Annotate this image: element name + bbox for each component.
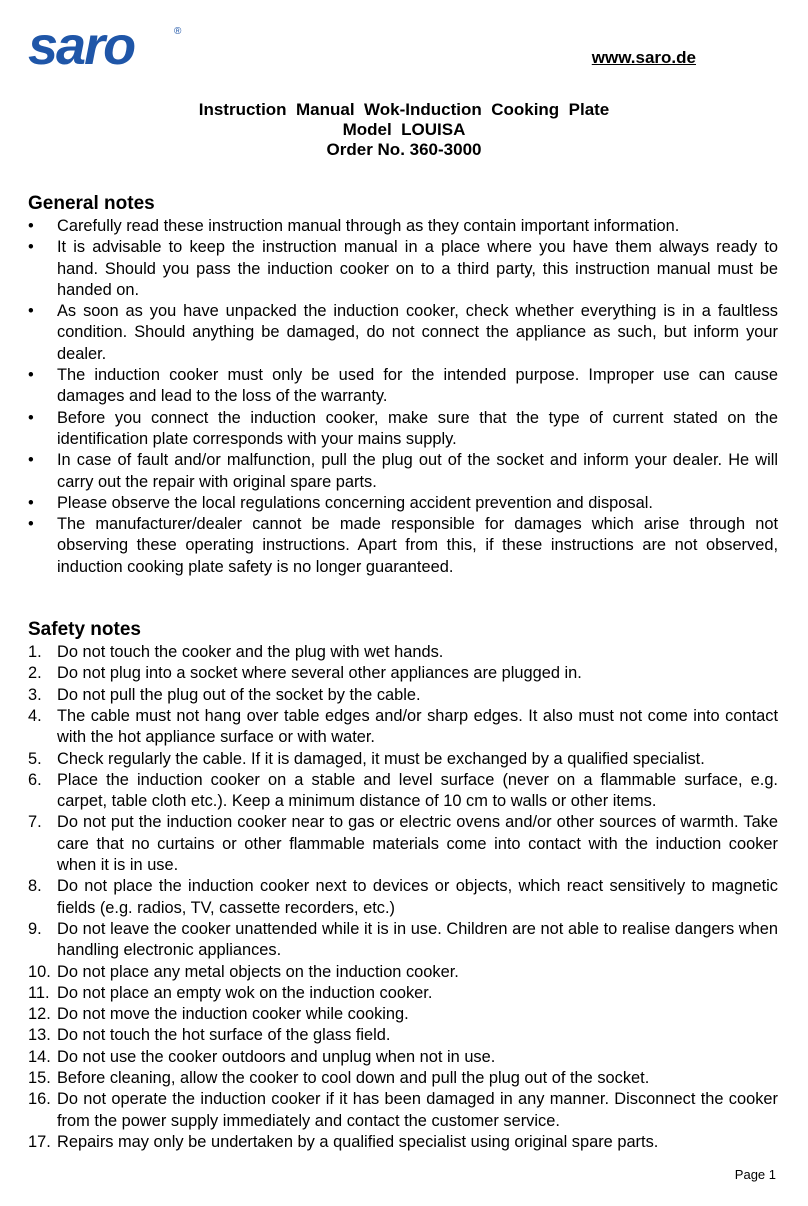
safety-note-item	[28, 1025, 778, 1046]
safety-note-number: 15.	[28, 1068, 51, 1087]
bullet-icon: •	[28, 238, 34, 257]
safety-note-item	[28, 663, 778, 684]
saro-logo-graphic	[26, 20, 186, 72]
safety-note-item	[28, 770, 778, 813]
general-note-text: The manufacturer/dealer cannot be made responsible for damages which arise through not observing these operating instructions. Apart from this, if these instructions are not observed, induction cooking plate safety is no longer guaranteed.	[57, 515, 778, 576]
registered-icon: ®	[174, 26, 182, 37]
safety-note-text: Do not place the induction cooker next to devices or objects, which react sensitively to magnetic fields (e.g. radios, TV, cassette recorders, etc.)	[57, 877, 778, 917]
safety-note-number: 14.	[28, 1047, 51, 1066]
safety-note-text: Do not put the induction cooker near to gas or electric ovens and/or other sources of warmth. Take care that no curtains or other flammable materials come into contact with the induction cooker when it is in use.	[57, 813, 778, 875]
general-note-item	[28, 493, 778, 514]
safety-note-number: 5.	[28, 749, 42, 768]
bullet-icon: •	[28, 217, 34, 235]
general-note-item	[28, 514, 778, 578]
safety-note-text: Do not touch the hot surface of the glass field.	[57, 1026, 391, 1045]
safety-note-item	[28, 1132, 778, 1153]
general-note-text: In case of fault and/or malfunction, pull the plug out of the socket and inform your dealer. He will carry out the repair with original spare parts.	[57, 451, 778, 491]
safety-note-text: Do not place any metal objects on the induction cooker.	[57, 962, 459, 981]
safety-note-text: Check regularly the cable. If it is damaged, it must be exchanged by a qualified specialist.	[57, 749, 705, 768]
safety-note-number: 10.	[28, 962, 51, 981]
general-note-item	[28, 450, 778, 493]
general-note-text: As soon as you have unpacked the induction cooker, check whether everything is in a faultless condition. Should anything be damaged, do not connect the appliance as such, but inform your dealer.	[57, 302, 778, 363]
safety-note-text: Do not place an empty wok on the induction cooker.	[57, 983, 433, 1002]
safety-note-item	[28, 1089, 778, 1132]
safety-note-item	[28, 642, 778, 663]
safety-note-number: 3.	[28, 685, 42, 704]
safety-note-item	[28, 812, 778, 876]
safety-note-text: Do not move the induction cooker while cooking.	[57, 1005, 409, 1024]
safety-note-number: 2.	[28, 664, 42, 683]
document-title	[0, 100, 808, 160]
safety-note-number: 17.	[28, 1132, 51, 1151]
safety-note-number: 1.	[28, 643, 42, 662]
safety-note-item	[28, 706, 778, 749]
safety-note-text: Do not operate the induction cooker if it has been damaged in any manner. Disconnect the cooker from the power supply immediately and contact the customer service.	[57, 1090, 778, 1130]
bullet-icon: •	[28, 515, 34, 534]
safety-note-item	[28, 685, 778, 706]
general-note-item	[28, 216, 778, 237]
general-note-text: Carefully read these instruction manual through as they contain important information.	[57, 217, 680, 235]
safety-note-number: 9.	[28, 919, 42, 938]
safety-note-text: Do not plug into a socket where several other appliances are plugged in.	[57, 664, 582, 683]
safety-note-number: 16.	[28, 1090, 51, 1109]
safety-note-number: 8.	[28, 877, 42, 896]
safety-notes-heading: Safety notes	[28, 619, 141, 641]
safety-note-text: Do not touch the cooker and the plug with wet hands.	[57, 643, 444, 662]
safety-note-text: The cable must not hang over table edges and/or sharp edges. It also must not come into contact with the hot appliance surface or with water.	[57, 706, 778, 747]
general-notes-list	[28, 216, 778, 578]
bullet-icon: •	[28, 493, 34, 512]
general-note-item	[28, 408, 778, 451]
safety-note-item	[28, 1068, 778, 1089]
safety-note-item	[28, 919, 778, 962]
general-note-item	[28, 237, 778, 301]
general-note-text: It is advisable to keep the instruction manual in a place where you have them always ready to hand. Should you pass the induction cooker on to a third party, this instruction manual must be handed on.	[57, 238, 778, 299]
logo-wordmark: saro	[28, 20, 135, 72]
document-body	[28, 192, 778, 1153]
website-link[interactable]: www.saro.de	[591, 48, 696, 67]
page-number: Page 1	[734, 1167, 776, 1182]
safety-note-number: 13.	[28, 1026, 51, 1045]
bullet-icon: •	[28, 366, 34, 385]
title-line-1: Instruction Manual Wok-Induction Cooking Plate	[198, 100, 610, 119]
safety-note-number: 6.	[28, 770, 42, 789]
safety-note-text: Do not pull the plug out of the socket by the cable.	[57, 685, 421, 704]
saro-logo	[26, 20, 186, 72]
general-notes-heading: General notes	[28, 193, 155, 214]
safety-note-text: Before cleaning, allow the cooker to cool down and pull the plug out of the socket.	[57, 1068, 650, 1087]
safety-note-text: Place the induction cooker on a stable and level surface (never on a flammable surface, e.g. carpet, table cloth etc.). Keep a minimum distance of 10 cm to walls or other items.	[57, 770, 778, 811]
safety-note-number: 11.	[28, 983, 50, 1002]
title-line-3: Order No. 360-3000	[326, 140, 482, 159]
general-note-item	[28, 301, 778, 365]
safety-note-item	[28, 962, 778, 983]
safety-notes-list	[28, 642, 778, 1153]
safety-note-item	[28, 749, 778, 770]
safety-note-number: 12.	[28, 1005, 51, 1024]
safety-note-number: 7.	[28, 813, 42, 832]
safety-note-item	[28, 876, 778, 919]
general-note-text: The induction cooker must only be used for the intended purpose. Improper use can cause damages and lead to the loss of the warranty.	[57, 366, 778, 406]
bullet-icon: •	[28, 302, 34, 321]
general-note-text: Please observe the local regulations concerning accident prevention and disposal.	[57, 493, 653, 512]
safety-note-item	[28, 1047, 778, 1068]
safety-note-text: Do not leave the cooker unattended while it is in use. Children are not able to realise dangers when handling electronic appliances.	[57, 919, 778, 960]
general-note-item	[28, 365, 778, 408]
bullet-icon: •	[28, 451, 34, 470]
general-note-text: Before you connect the induction cooker, make sure that the type of current stated on the identification plate corresponds with your mains supply.	[57, 408, 778, 448]
safety-note-item	[28, 983, 778, 1004]
safety-note-text: Repairs may only be undertaken by a qualified specialist using original spare parts.	[57, 1132, 659, 1151]
safety-note-item	[28, 1004, 778, 1025]
title-line-2: Model LOUISA	[342, 120, 466, 139]
bullet-icon: •	[28, 408, 34, 427]
safety-note-text: Do not use the cooker outdoors and unplug when not in use.	[57, 1047, 496, 1066]
safety-note-number: 4.	[28, 706, 42, 725]
